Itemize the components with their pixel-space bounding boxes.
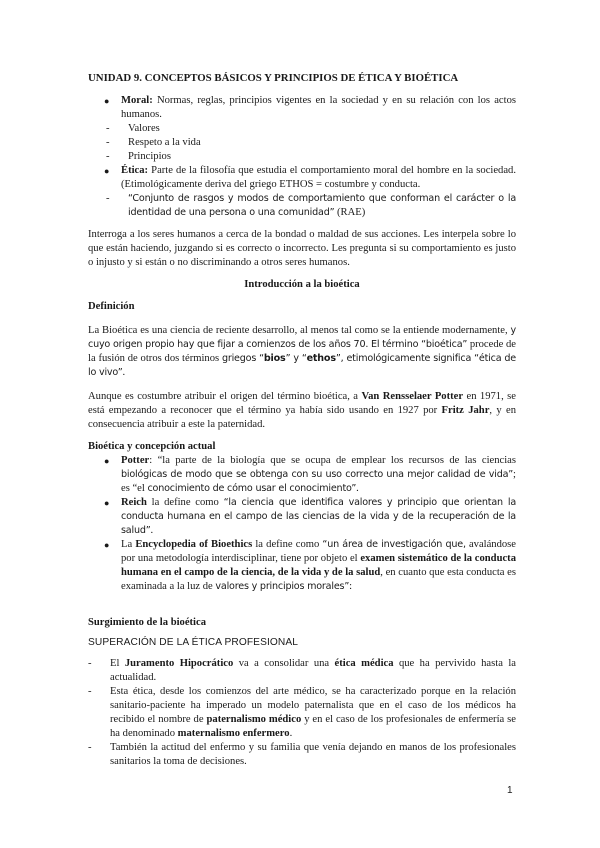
moral-text: Normas, reglas, principios vigentes en la sociedad y en su relación con los actos humanos. bbox=[121, 95, 516, 120]
paternalismo-term: paternalismo médico bbox=[206, 714, 302, 725]
moral-subitem bbox=[106, 136, 516, 150]
potter-text: ; es “el bbox=[121, 469, 516, 494]
surg-item-juramento bbox=[88, 657, 516, 685]
concepcion-heading: Bioética y concepción actual bbox=[88, 441, 216, 452]
def-p1-text: . bbox=[122, 367, 126, 378]
def-p1-text: y cuyo origen propio hay que fijar a comienzos de los años 70. El término “bioética” bbox=[88, 325, 516, 350]
moral-subitem-text: Respeto a la vida bbox=[128, 137, 201, 148]
dash-icon: - bbox=[88, 658, 92, 669]
bios-term: bios bbox=[263, 353, 286, 364]
concepcion-list bbox=[88, 454, 516, 594]
reich-text: “la ciencia que identifica valores y principio que orientan la conducta humana en el campo de las ciencias de la vida y de la recuperación de la salud” bbox=[121, 497, 516, 536]
bullet-icon: ● bbox=[104, 166, 110, 176]
etica-quote-source: (RAE) bbox=[334, 207, 366, 218]
def-p1-text: La Bioética es una ciencia de reciente desarrollo, al menos tal como se la entiende modernamente, bbox=[88, 325, 511, 336]
potter-text: : “la parte de la biología que se ocupa de emplear los recursos de las ciencias bbox=[149, 455, 516, 466]
surg-text: . bbox=[289, 728, 293, 739]
moral-term: Moral: bbox=[121, 95, 153, 106]
maternalismo-term: maternalismo enfermero bbox=[177, 728, 290, 739]
definition-paragraph-2 bbox=[88, 390, 516, 432]
ethos-term: ethos bbox=[306, 353, 336, 364]
definition-paragraph-1 bbox=[88, 324, 516, 380]
ency-text: , en cuanto que esta conducta es examinada a la luz de bbox=[121, 567, 516, 592]
moral-subitem bbox=[106, 122, 516, 136]
juramento-term: Juramento Hipocrático bbox=[124, 658, 234, 669]
reich-text: la define como bbox=[146, 497, 224, 508]
def-p1-text: griegos “ bbox=[221, 353, 264, 364]
bullet-icon: ● bbox=[104, 456, 110, 466]
ency-text: La bbox=[121, 539, 136, 550]
surg-text: Esta ética, desde los comienzos del arte médico, se ha caracterizado porque en la relación sanitario-paciente ha imperado un modelo paternalista que en el caso de los médicos ha recibido el nombre de bbox=[110, 686, 516, 725]
reich-text: . bbox=[150, 525, 154, 536]
surg-text: y en el caso de los profesionales de enfermería se ha denominado bbox=[110, 714, 516, 739]
def-p1-text: ” y “ bbox=[285, 353, 307, 364]
surg-item-actitud bbox=[88, 741, 516, 769]
superacion-heading: SUPERACIÓN DE LA ÉTICA PROFESIONAL bbox=[88, 637, 299, 648]
etica-text: Parte de la filosofía que estudia el comportamiento moral del hombre en la sociedad. (Etimológicamente deriva del griego ETHOS = costumbre y conducta. bbox=[121, 165, 516, 190]
moral-item bbox=[88, 94, 516, 164]
surg-text: va a consolidar una bbox=[233, 658, 335, 669]
etica-item bbox=[88, 164, 516, 220]
surg-text: El bbox=[110, 658, 125, 669]
encyclopedia-item bbox=[88, 538, 516, 594]
potter-term: Potter bbox=[121, 455, 150, 466]
ency-text: avalándose por una metodología interdisciplinar, tiene por objeto el bbox=[121, 539, 517, 564]
dash-icon: - bbox=[88, 742, 92, 753]
surg-item-paternalismo bbox=[88, 685, 516, 741]
page-content bbox=[88, 71, 516, 769]
etica-sublist bbox=[106, 192, 516, 220]
ency-term: Encyclopedia of Bioethics bbox=[135, 539, 253, 550]
document-title: UNIDAD 9. CONCEPTOS BÁSICOS Y PRINCIPIOS DE ÉTICA Y BIOÉTICA bbox=[88, 72, 459, 84]
surg-text: También la actitud del enfermo y su familia que venía dejando en manos de los profesionales sanitarios la toma de decisiones. bbox=[110, 742, 516, 767]
etica-term: Ética: bbox=[121, 165, 149, 176]
reich-item bbox=[88, 496, 516, 538]
potter-name: Van Rensselaer Potter bbox=[361, 391, 464, 402]
ency-text: “un área de investigación que, bbox=[322, 539, 466, 550]
interroga-paragraph: Interroga a los seres humanos a cerca de la bondad o maldad de sus acciones. Les interpela sobre lo que están haciendo, juzgando si es correcto o incorrecto. Les pregunta si su comportamiento es justo o injusto y si están o no discriminando a otros seres humanos. bbox=[88, 229, 516, 268]
reich-term: Reich bbox=[121, 497, 147, 508]
bullet-icon: ● bbox=[104, 498, 110, 508]
dash-icon: - bbox=[106, 137, 110, 148]
dash-icon: - bbox=[106, 193, 110, 204]
dash-icon: - bbox=[88, 686, 92, 697]
potter-text: biológicas de modo que se obtenga con su uso correcto una mejor calidad de vida” bbox=[121, 469, 514, 480]
potter-item bbox=[88, 454, 516, 496]
ency-text: : bbox=[349, 581, 353, 592]
potter-text: . bbox=[356, 483, 359, 494]
moral-sublist bbox=[106, 122, 516, 164]
intro-heading: Introducción a la bioética bbox=[244, 279, 360, 290]
moral-subitem-text: Principios bbox=[128, 151, 171, 162]
page-number: 1 bbox=[507, 785, 513, 796]
surgimiento-list bbox=[88, 657, 516, 769]
def-p2-text: Aunque es costumbre atribuir el origen del término bioética, a bbox=[88, 391, 362, 402]
ency-text: la define como bbox=[252, 539, 323, 550]
dash-icon: - bbox=[106, 151, 110, 162]
ency-text: valores y principios morales” bbox=[215, 581, 350, 592]
def-p1-text: procede de la fusión de otros dos términos bbox=[88, 339, 516, 364]
def-p2-text: en 1971, se está empezando a reconocer que el término ya había sido usando en 1927 por bbox=[88, 391, 517, 416]
moral-subitem-text: Valores bbox=[128, 123, 160, 134]
definitions-list bbox=[88, 94, 516, 220]
jahr-name: Fritz Jahr bbox=[441, 405, 490, 416]
etica-quote-item bbox=[106, 192, 516, 220]
etica-quote: “Conjunto de rasgos y modos de comportamiento que conforman el carácter o la identidad de una persona o una comunidad” bbox=[128, 193, 516, 218]
ency-bold-text: examen sistemático de la conducta humana en el campo de la ciencia, de la vida y de la salud bbox=[121, 553, 516, 578]
def-p2-text: , y en consecuencia atribuir a este la paternidad. bbox=[88, 405, 516, 430]
bullet-icon: ● bbox=[104, 540, 110, 550]
surgimiento-heading: Surgimiento de la bioética bbox=[88, 617, 206, 628]
dash-icon: - bbox=[106, 123, 110, 134]
potter-text: conocimiento de cómo usar el conocimiento” bbox=[147, 483, 357, 494]
def-p1-text: ”, etimológicamente significa “ética de lo vivo” bbox=[88, 353, 517, 378]
bullet-icon: ● bbox=[104, 96, 110, 106]
moral-subitem bbox=[106, 150, 516, 164]
definition-heading: Definición bbox=[88, 301, 135, 312]
surg-text: que ha pervivido hasta la actualidad. bbox=[110, 658, 516, 683]
etica-medica-term: ética médica bbox=[334, 658, 394, 669]
